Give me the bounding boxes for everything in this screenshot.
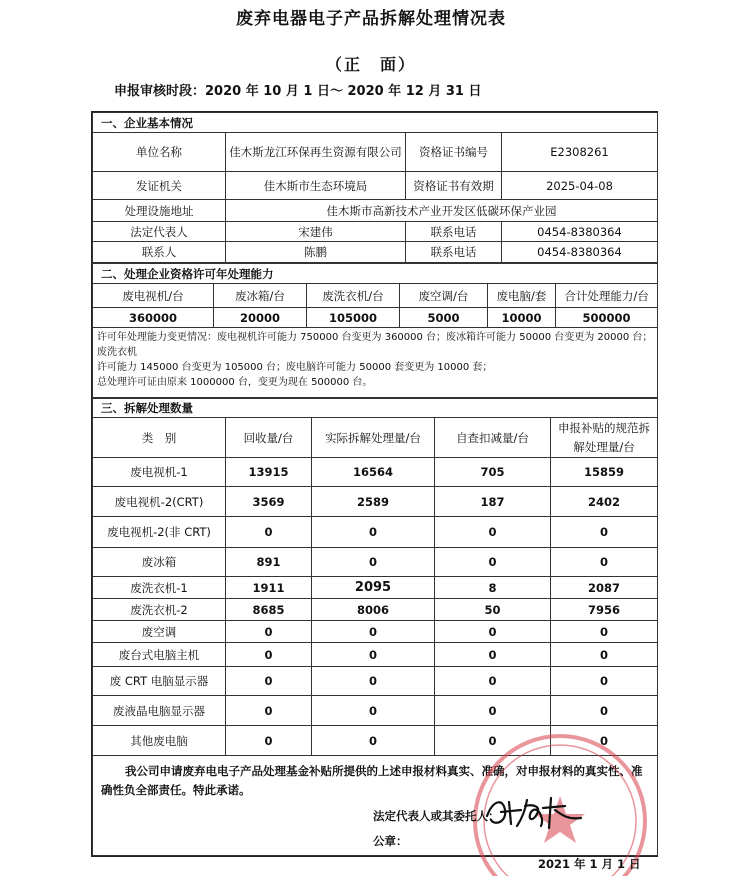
page-subtitle: （正 面） bbox=[325, 55, 416, 74]
category-name: 废电视机-1 bbox=[93, 458, 226, 487]
capacity-value: 500000 bbox=[556, 308, 658, 328]
deduction-qty: 0 bbox=[435, 548, 551, 577]
declaration-date: 2021 年 1 月 1 日 bbox=[538, 857, 641, 871]
seal-label: 公章： bbox=[373, 834, 408, 848]
category-name: 废空调 bbox=[93, 621, 226, 643]
info-row bbox=[93, 133, 658, 172]
info-label: 资格证书编号 bbox=[406, 133, 502, 172]
claimed-qty: 2402 bbox=[551, 487, 658, 517]
recovered-qty: 0 bbox=[226, 643, 312, 667]
report-form bbox=[91, 111, 658, 871]
deduction-qty: 0 bbox=[435, 667, 551, 696]
column-header: 实际拆解处理量/台 bbox=[312, 418, 435, 458]
claimed-qty: 0 bbox=[551, 643, 658, 667]
capacity-header: 废空调/台 bbox=[400, 284, 488, 308]
table-row bbox=[93, 577, 658, 599]
category-name: 废冰箱 bbox=[93, 548, 226, 577]
actual-qty: 0 bbox=[312, 696, 435, 726]
info-label: 联系人 bbox=[93, 242, 226, 263]
info-value: 佳木斯龙江环保再生资源有限公司 bbox=[226, 133, 406, 172]
recovered-qty: 891 bbox=[226, 548, 312, 577]
claimed-qty: 0 bbox=[551, 696, 658, 726]
actual-qty: 0 bbox=[312, 643, 435, 667]
claimed-qty: 7956 bbox=[551, 599, 658, 621]
section1-heading: 一、企业基本情况 bbox=[93, 113, 658, 133]
note-line: 许可能力 145000 台变更为 105000 台；废电脑许可能力 50000 套变更为 10000 套； bbox=[97, 362, 493, 373]
info-row bbox=[93, 172, 658, 200]
category-name: 废液晶电脑显示器 bbox=[93, 696, 226, 726]
info-label: 发证机关 bbox=[93, 172, 226, 200]
info-row bbox=[93, 222, 658, 242]
recovered-qty: 8685 bbox=[226, 599, 312, 621]
section2-heading: 二、处理企业资格许可年处理能力 bbox=[93, 264, 658, 284]
handwritten-signature-icon bbox=[481, 792, 591, 832]
actual-qty: 2095 bbox=[312, 577, 435, 599]
capacity-header: 废冰箱/台 bbox=[214, 284, 307, 308]
deduction-qty: 50 bbox=[435, 599, 551, 621]
address-label: 处理设施地址 bbox=[93, 200, 226, 222]
recovered-qty: 13915 bbox=[226, 458, 312, 487]
recovered-qty: 1911 bbox=[226, 577, 312, 599]
deduction-qty: 705 bbox=[435, 458, 551, 487]
actual-qty: 16564 bbox=[312, 458, 435, 487]
recovered-qty: 0 bbox=[226, 621, 312, 643]
table-row bbox=[93, 548, 658, 577]
column-header: 回收量/台 bbox=[226, 418, 312, 458]
section3-heading: 三、拆解处理数量 bbox=[93, 399, 658, 418]
info-label: 单位名称 bbox=[93, 133, 226, 172]
actual-qty: 0 bbox=[312, 726, 435, 756]
table-row bbox=[93, 621, 658, 643]
claimed-qty: 2087 bbox=[551, 577, 658, 599]
actual-qty: 8006 bbox=[312, 599, 435, 621]
deduction-qty: 0 bbox=[435, 517, 551, 548]
info-value: 0454-8380364 bbox=[502, 242, 658, 263]
deduction-qty: 0 bbox=[435, 621, 551, 643]
deduction-qty: 8 bbox=[435, 577, 551, 599]
info-row bbox=[93, 242, 658, 263]
table-row bbox=[93, 696, 658, 726]
column-header: 类 别 bbox=[93, 418, 226, 458]
deduction-qty: 0 bbox=[435, 696, 551, 726]
signer-label: 法定代表人或其委托人： bbox=[373, 809, 500, 823]
recovered-qty: 0 bbox=[226, 517, 312, 548]
dismantling-header-row bbox=[93, 418, 658, 458]
table-row bbox=[93, 487, 658, 517]
category-name: 废洗衣机-2 bbox=[93, 599, 226, 621]
note-line: 总处理许可证由原来 1000000 台，变更为现在 500000 台。 bbox=[97, 377, 373, 388]
claimed-qty: 0 bbox=[551, 621, 658, 643]
actual-qty: 0 bbox=[312, 517, 435, 548]
info-value: 2025-04-08 bbox=[502, 172, 658, 200]
declaration-text: 我公司申请废弃电电子产品处理基金补贴所提供的上述申报材料真实、准确，对申报材料的真实性、准确性负全部责任。特此承诺。 bbox=[101, 764, 643, 797]
capacity-change-note bbox=[93, 328, 658, 398]
info-value: 0454-8380364 bbox=[502, 222, 658, 242]
capacity-header: 废洗衣机/台 bbox=[307, 284, 400, 308]
dismantling-table bbox=[92, 398, 658, 871]
actual-qty: 0 bbox=[312, 621, 435, 643]
info-value: 佳木斯市生态环境局 bbox=[226, 172, 406, 200]
column-header: 自查扣减量/台 bbox=[435, 418, 551, 458]
info-label: 资格证书有效期 bbox=[406, 172, 502, 200]
note-line: 许可年处理能力变更情况：废电视机许可能力 750000 台变更为 360000 台；废冰箱许可能力 50000 台变更为 20000 台；废洗衣机 bbox=[97, 332, 653, 358]
capacity-value: 10000 bbox=[488, 308, 556, 328]
capacity-header: 合计处理能力/台 bbox=[556, 284, 658, 308]
category-name: 废洗衣机-1 bbox=[93, 577, 226, 599]
actual-qty: 0 bbox=[312, 667, 435, 696]
declaration-cell bbox=[93, 756, 658, 871]
claimed-qty: 0 bbox=[551, 726, 658, 756]
capacity-value: 360000 bbox=[93, 308, 214, 328]
recovered-qty: 0 bbox=[226, 667, 312, 696]
table-row bbox=[93, 517, 658, 548]
recovered-qty: 0 bbox=[226, 696, 312, 726]
info-value: 陈鹏 bbox=[226, 242, 406, 263]
capacity-value: 5000 bbox=[400, 308, 488, 328]
column-header: 申报补贴的规范拆解处理量/台 bbox=[551, 418, 658, 458]
info-label: 法定代表人 bbox=[93, 222, 226, 242]
claimed-qty: 15859 bbox=[551, 458, 658, 487]
capacity-header-row bbox=[93, 284, 658, 308]
deduction-qty: 0 bbox=[435, 726, 551, 756]
recovered-qty: 3569 bbox=[226, 487, 312, 517]
capacity-value-row bbox=[93, 308, 658, 328]
info-label: 联系电话 bbox=[406, 222, 502, 242]
basic-info-table bbox=[92, 112, 658, 263]
claimed-qty: 0 bbox=[551, 548, 658, 577]
actual-qty: 2589 bbox=[312, 487, 435, 517]
capacity-header: 废电脑/套 bbox=[488, 284, 556, 308]
capacity-value: 105000 bbox=[307, 308, 400, 328]
category-name: 废台式电脑主机 bbox=[93, 643, 226, 667]
table-row bbox=[93, 458, 658, 487]
info-value: 宋建伟 bbox=[226, 222, 406, 242]
reporting-period: 申报审核时段：2020 年 10 月 1 日～ 2020 年 12 月 31 日 bbox=[114, 84, 482, 99]
address-value: 佳木斯市高新技术产业开发区低碳环保产业园 bbox=[226, 200, 658, 222]
category-name: 废电视机-2(CRT) bbox=[93, 487, 226, 517]
recovered-qty: 0 bbox=[226, 726, 312, 756]
info-value: E2308261 bbox=[502, 133, 658, 172]
deduction-qty: 187 bbox=[435, 487, 551, 517]
page-title: 废弃电器电子产品拆解处理情况表 bbox=[236, 9, 506, 29]
claimed-qty: 0 bbox=[551, 667, 658, 696]
category-name: 废 CRT 电脑显示器 bbox=[93, 667, 226, 696]
deduction-qty: 0 bbox=[435, 643, 551, 667]
category-name: 其他废电脑 bbox=[93, 726, 226, 756]
capacity-header: 废电视机/台 bbox=[93, 284, 214, 308]
capacity-value: 20000 bbox=[214, 308, 307, 328]
capacity-table bbox=[92, 263, 658, 398]
table-row bbox=[93, 599, 658, 621]
claimed-qty: 0 bbox=[551, 517, 658, 548]
actual-qty: 0 bbox=[312, 548, 435, 577]
category-name: 废电视机-2(非 CRT) bbox=[93, 517, 226, 548]
table-row bbox=[93, 667, 658, 696]
info-label: 联系电话 bbox=[406, 242, 502, 263]
info-row bbox=[93, 200, 658, 222]
table-row bbox=[93, 643, 658, 667]
